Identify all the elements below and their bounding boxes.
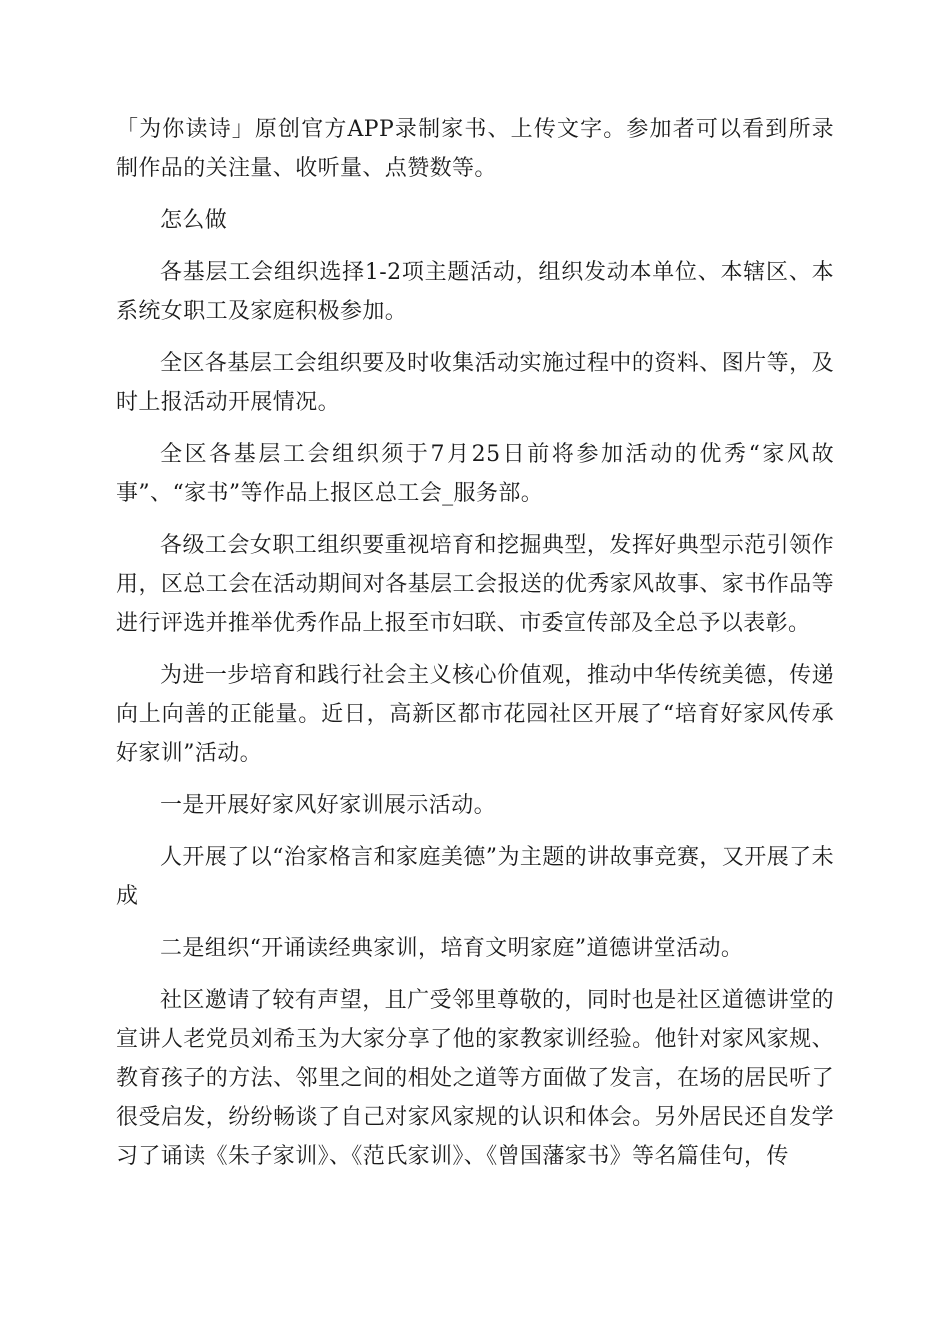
paragraph-storytelling: 人开展了以“治家格言和家庭美德”为主题的讲故事竞赛，又开展了未成 [116,845,834,909]
paragraph-point-one: 一是开展好家风好家训展示活动。 [160,793,497,818]
paragraph-lecture: 社区邀请了较有声望，且广受邻里尊敬的，同时也是社区道德讲堂的宣讲人老党员刘希玉为大家分享了他的家教家训经验。他针对家风家规、教育孩子的方法、邻里之间的相处之道等方面做了发言，在场的居民听了很受启发，纷纷畅谈了自己对家风家规的认识和体会。另外居民还自发学习了诵读《朱子家训》、《范氏家训》、《曾国藩家书》等名篇佳句，传 [116,988,834,1169]
paragraph-cultivate-models: 各级工会女职工组织要重视培育和挖掘典型，发挥好典型示范引领作用，区总工会在活动期间对各基层工会报送的优秀家风故事、家书作品等进行评选并推举优秀作品上报至市妇联、市委宣传部及全总予以表彰。 [116,533,834,636]
paragraph-app-intro: 「为你读诗」原创官方APP录制家书、上传文字。参加者可以看到所录制作品的关注量、收听量、点赞数等。 [116,117,834,181]
document-body [116,110,834,1189]
section-heading-how-to: 怎么做 [160,208,228,233]
paragraph-submission-deadline: 全区各基层工会组织须于7月25日前将参加活动的优秀“家风故事”、“家书”等作品上报区总工会_服务部。 [116,442,834,506]
paragraph-collect-materials: 全区各基层工会组织要及时收集活动实施过程中的资料、图片等，及时上报活动开展情况。 [116,351,834,415]
paragraph-community-event: 为进一步培育和践行社会主义核心价值观，推动中华传统美德，传递向上向善的正能量。近日，高新区都市花园社区开展了“培育好家风传承好家训”活动。 [116,663,834,766]
paragraph-point-two: 二是组织“开诵读经典家训，培育文明家庭”道德讲堂活动。 [160,936,744,961]
paragraph-select-activities: 各基层工会组织选择1-2项主题活动，组织发动本单位、本辖区、本系统女职工及家庭积极参加。 [116,260,834,324]
